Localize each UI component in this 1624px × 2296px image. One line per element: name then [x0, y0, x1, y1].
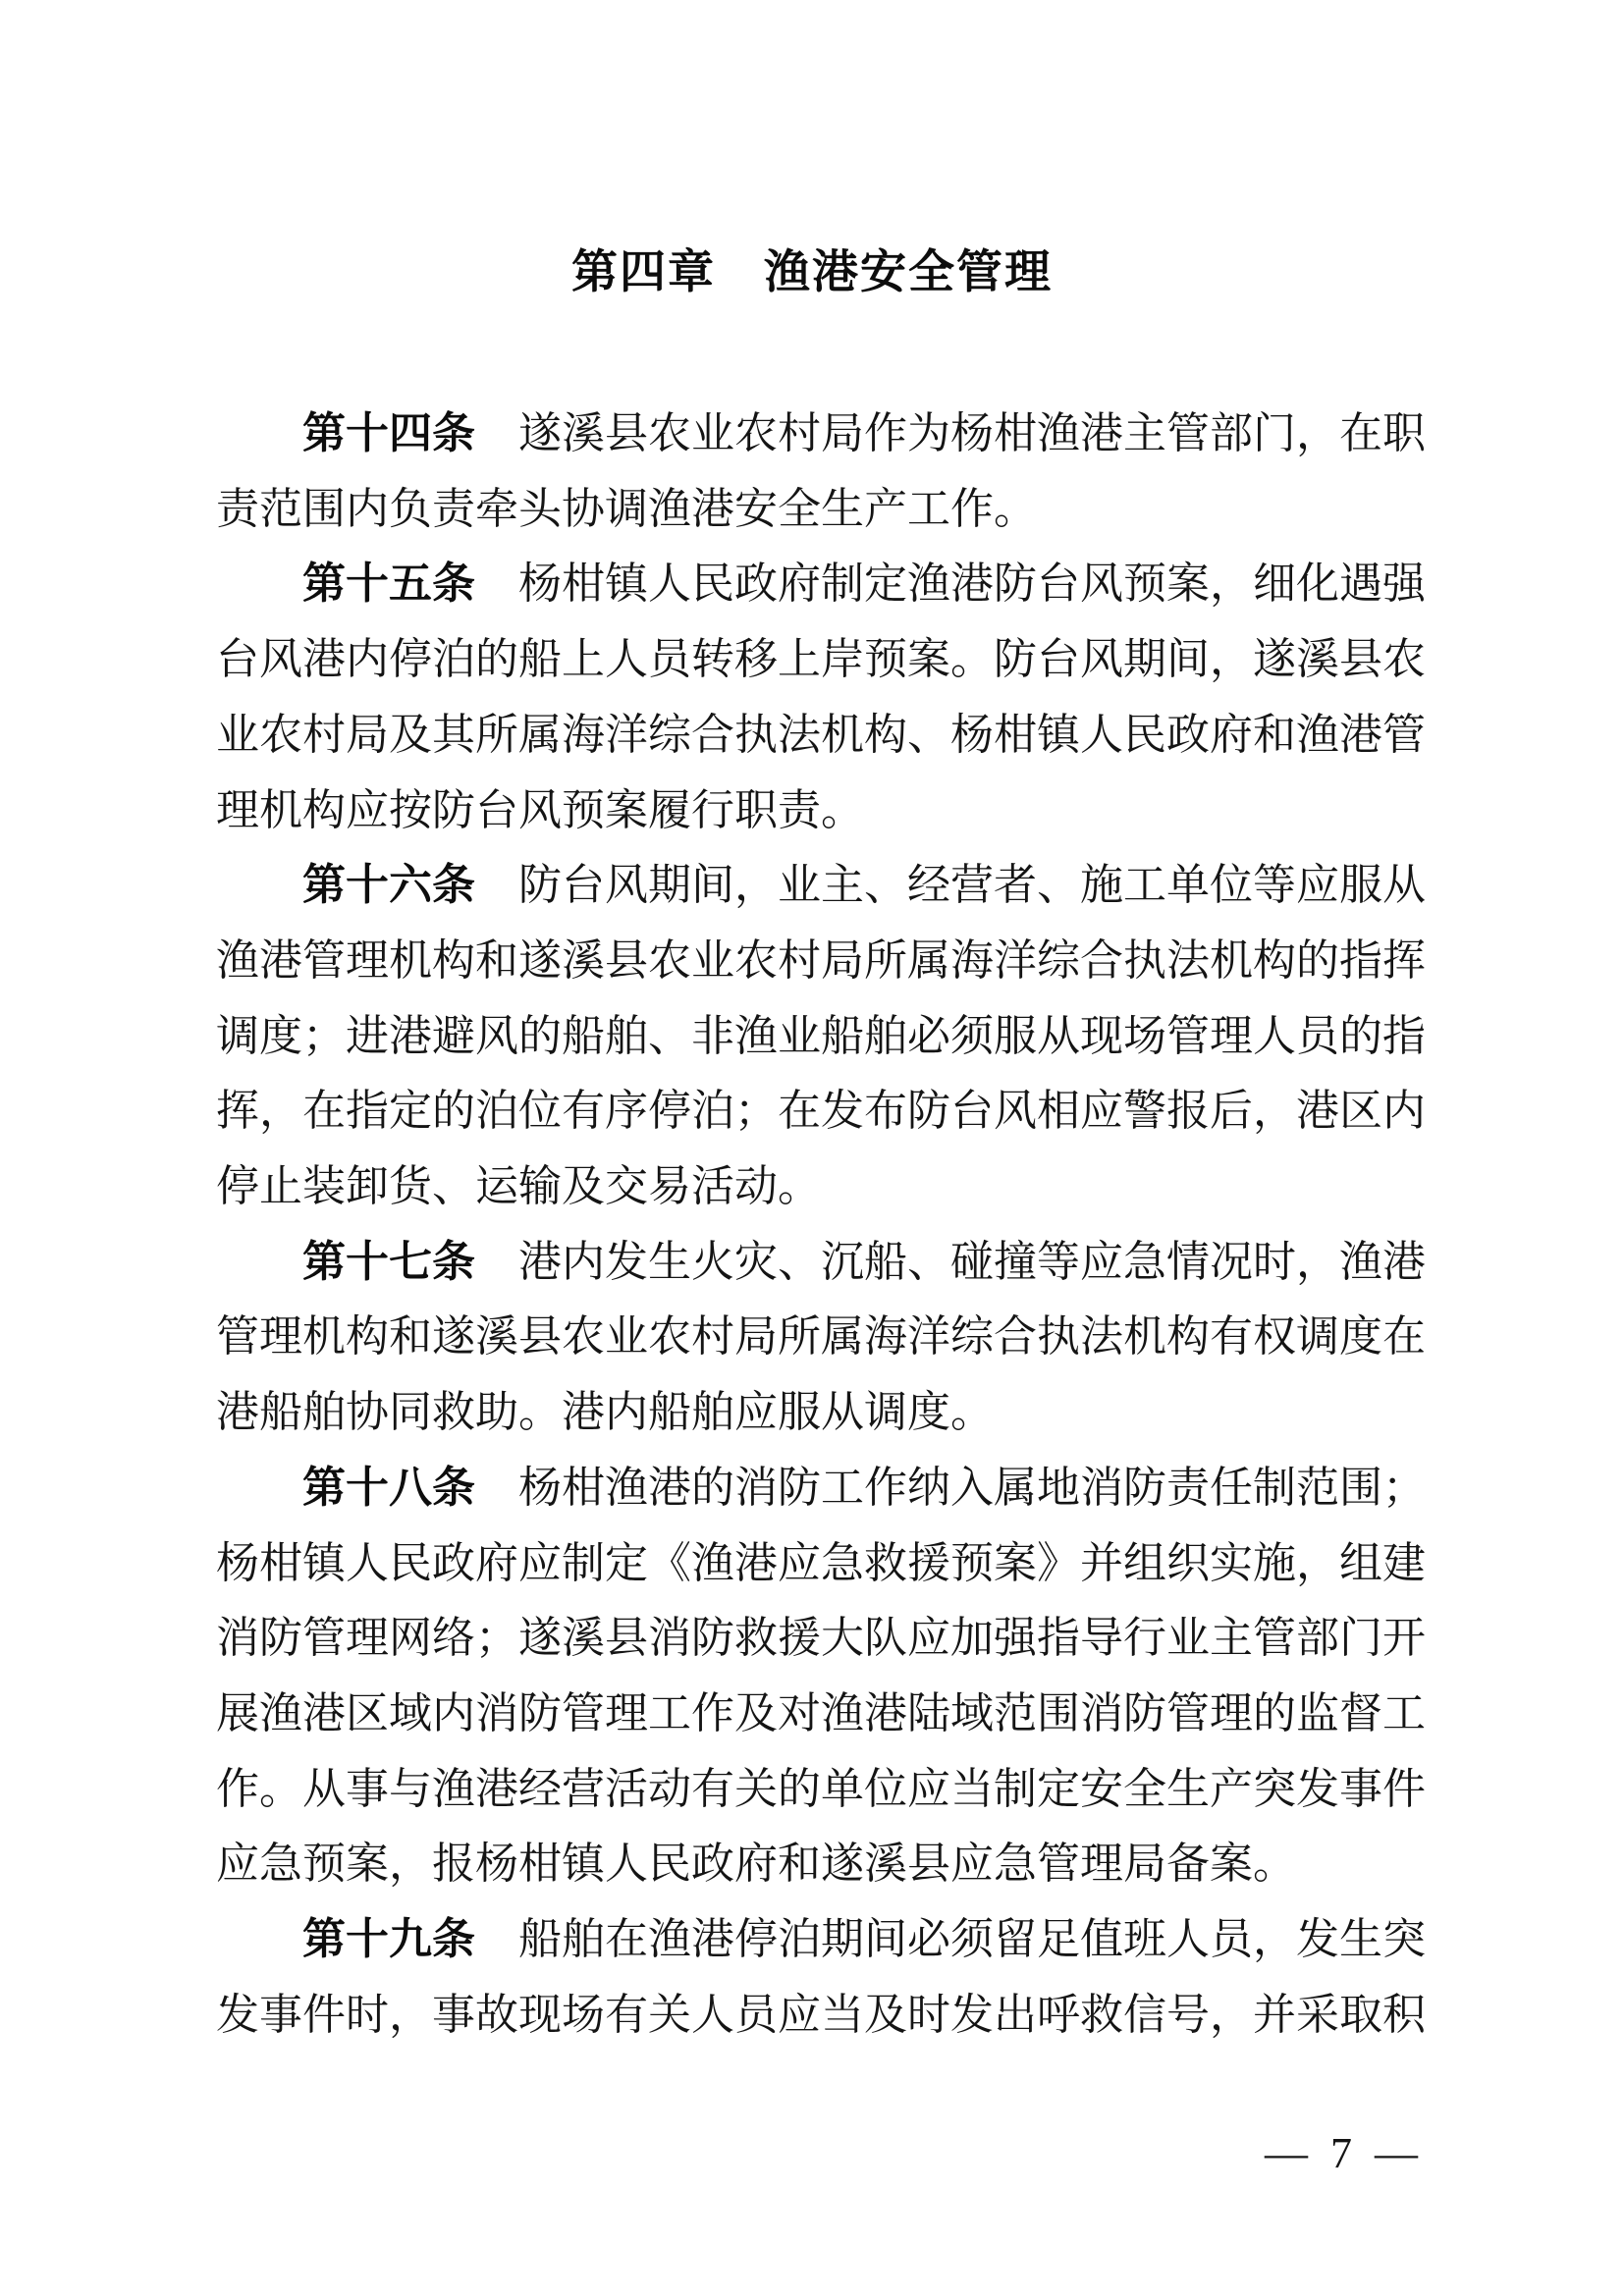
page-number: — 7 —	[1265, 2129, 1424, 2177]
document-body	[216, 397, 1426, 2053]
article-19-text: 船舶在渔港停泊期间必须留足值班人员，发生突发事件时，事故现场有关人员应当及时发出呼救信号，并采取积	[216, 1915, 1426, 2039]
article-18-label: 第十八条	[302, 1463, 475, 1512]
chapter-title: 第四章 渔港安全管理	[571, 245, 1053, 297]
article-paragraph-16	[216, 848, 1426, 1225]
article-16-text: 防台风期间，业主、经营者、施工单位等应服从渔港管理机构和遂溪县农业农村局所属海洋综合执法机构的指挥调度；进港避风的船舶、非渔业船舶必须服从现场管理人员的指挥，在指定的泊位有序停泊；在发布防台风相应警报后，港区内停止装卸货、运输及交易活动。	[216, 861, 1426, 1211]
article-15-text: 杨柑镇人民政府制定渔港防台风预案，细化遇强台风港内停泊的船上人员转移上岸预案。防台风期间，遂溪县农业农村局及其所属海洋综合执法机构、杨柑镇人民政府和渔港管理机构应按防台风预案履行职责。	[216, 560, 1426, 834]
article-14-text: 遂溪县农业农村局作为杨柑渔港主管部门，在职责范围内负责牵头协调渔港安全生产工作。	[216, 409, 1426, 533]
article-paragraph-14	[216, 397, 1426, 547]
article-paragraph-18	[216, 1451, 1426, 1902]
article-17-label: 第十七条	[302, 1237, 475, 1286]
article-15-label: 第十五条	[302, 560, 475, 609]
article-paragraph-19	[216, 1902, 1426, 2053]
article-17-text: 港内发生火灾、沉船、碰撞等应急情况时，渔港管理机构和遂溪县农业农村局所属海洋综合执法机构有权调度在港船舶协同救助。港内船舶应服从调度。	[216, 1237, 1426, 1437]
article-14-label: 第十四条	[302, 409, 475, 458]
article-paragraph-17	[216, 1225, 1426, 1451]
article-19-label: 第十九条	[302, 1915, 475, 1964]
article-paragraph-15	[216, 547, 1426, 848]
article-18-text: 杨柑渔港的消防工作纳入属地消防责任制范围；杨柑镇人民政府应制定《渔港应急救援预案》并组织实施，组建消防管理网络；遂溪县消防救援大队应加强指导行业主管部门开展渔港区域内消防管理工作及对渔港陆域范围消防管理的监督工作。从事与渔港经营活动有关的单位应当制定安全生产突发事件应急预案，报杨柑镇人民政府和遂溪县应急管理局备案。	[216, 1463, 1426, 1889]
article-16-label: 第十六条	[302, 861, 475, 910]
